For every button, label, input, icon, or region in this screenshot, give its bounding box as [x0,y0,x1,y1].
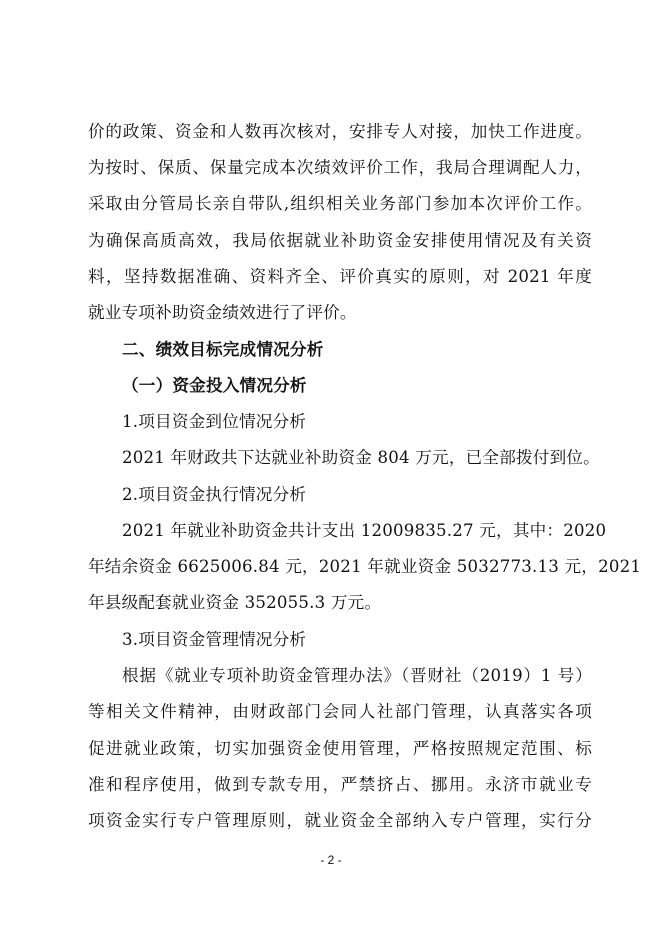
body-text-line: 为按时、保质、保量完成本次绩效评价工作，我局合理调配人力， [88,158,592,177]
subsection-heading: （一）资金投入情况分析 [122,376,307,395]
body-text-line: 促进就业政策，切实加强资金使用管理，严格按照规定范围、标 [88,739,592,758]
body-text-line: 年结余资金 6625006.84 元，2021 年就业资金 5032773.13 元，2021 [88,557,642,576]
page-number: - 2 - [320,853,342,867]
body-text-line: 采取由分管局长亲自带队,组织相关业务部门参加本次评价工作。 [88,194,592,213]
body-text-line: 就业专项补助资金绩效进行了评价。 [88,303,357,322]
section-heading: 二、绩效目标完成情况分析 [122,340,324,359]
body-text-line: 等相关文件精神，由财政部门会同人社部门管理，认真落实各项 [88,702,592,721]
body-text-line: 2021 年就业补助资金共计支出 12009835.27 元，其中：2020 [122,521,607,540]
body-text-line: 准和程序使用，做到专款专用，严禁挤占、挪用。永济市就业专 [88,775,592,794]
body-text-line: 年县级配套就业资金 352055.3 万元。 [88,593,382,612]
body-text-line: 料，坚持数据准确、资料齐全、评价真实的原则，对 2021 年度 [88,267,592,286]
item-heading: 3.项目资金管理情况分析 [122,630,307,649]
body-text-line: 价的政策、资金和人数再次核对，安排专人对接，加快工作进度。 [88,122,592,141]
item-heading: 2.项目资金执行情况分析 [122,485,307,504]
item-heading: 1.项目资金到位情况分析 [122,412,307,431]
body-text-line: 为确保高质高效，我局依据就业补助资金安排使用情况及有关资 [88,231,592,250]
body-text-line: 2021 年财政共下达就业补助资金 804 万元，已全部拨付到位。 [122,448,600,467]
body-text-line: 项资金实行专户管理原则，就业资金全部纳入专户管理，实行分 [88,811,592,830]
body-text-line: 根据《就业专项补助资金管理办法》（晋财社（2019）1 号） [122,666,592,685]
